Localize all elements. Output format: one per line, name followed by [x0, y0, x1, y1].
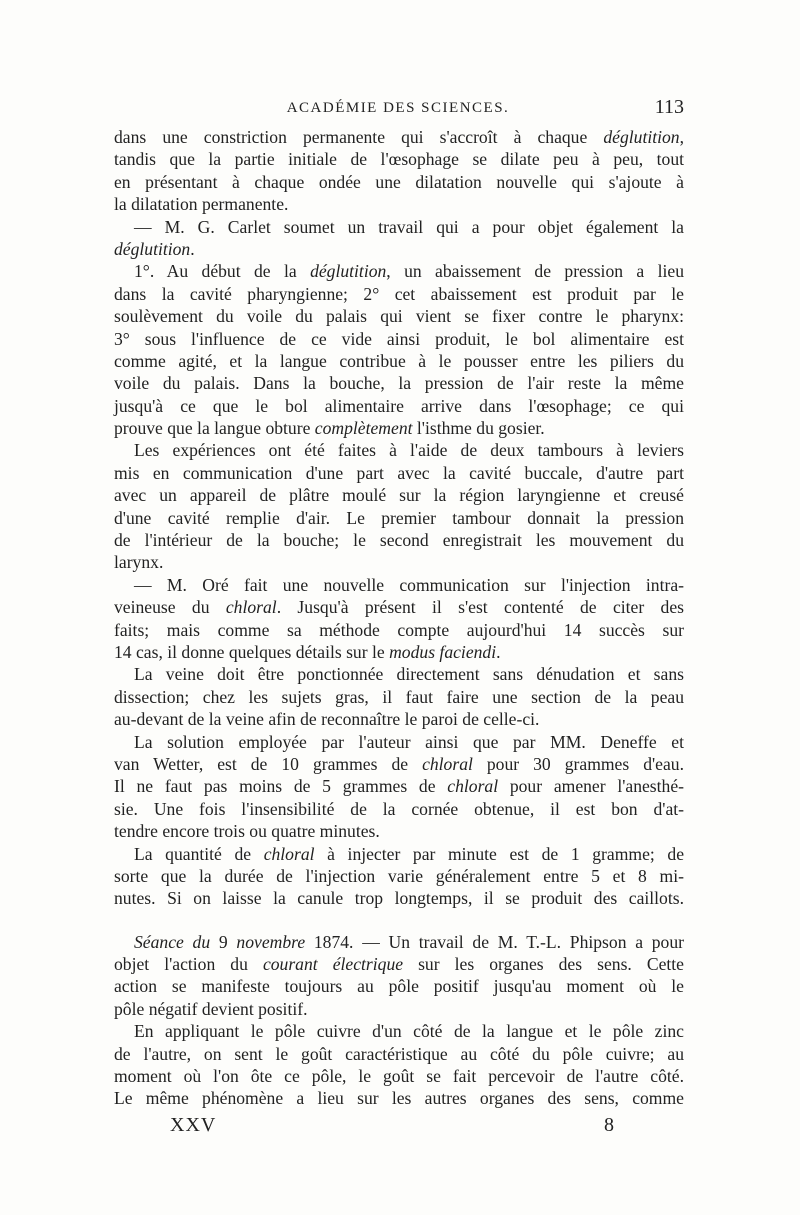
text-line: — M. G. Carlet soumet un travail qui a pour objet également la [134, 216, 684, 237]
text-line: 14 cas, il donne quelques détails sur le modus faciendi. [114, 641, 501, 662]
text-line: en présentant à chaque ondée une dilatation nouvelle qui s'ajoute à [114, 171, 684, 192]
signature-mark: XXV [170, 1114, 217, 1136]
text-line: déglutition. [114, 238, 195, 259]
text-line: La quantité de chloral à injecter par minute est de 1 gramme; de [134, 843, 685, 864]
text-line: la dilatation permanente. [114, 194, 289, 215]
text-line: larynx. [114, 552, 164, 573]
text-line: jusqu'à ce que le bol alimentaire arrive dans l'œsophage; ce qui [114, 395, 684, 416]
page-header [112, 96, 684, 124]
text-line: dissection; chez les sujets gras, il faut faire une section de la peau [114, 686, 684, 707]
text-line: 1°. Au début de la déglutition, un abaissement de pression a lieu [134, 261, 684, 282]
text-line: nutes. Si on laisse la canule trop longtemps, il se produit des caillots. [114, 888, 684, 909]
folio-number: 8 [604, 1114, 614, 1136]
text-line: au-devant de la veine afin de reconnaître le paroi de celle-ci. [114, 709, 540, 730]
page-number: 113 [654, 96, 684, 118]
text-line: d'une cavité remplie d'air. Le premier tambour donnait la pression [114, 507, 684, 528]
text-line: sie. Une fois l'insensibilité de la cornée obtenue, il est bon d'at- [114, 798, 684, 819]
text-line: Les expériences ont été faites à l'aide de deux tambours à leviers [134, 440, 684, 461]
text-line: comme agité, et la langue contribue à le pousser entre les piliers du [114, 350, 684, 371]
text-line: de l'autre, on sent le goût caractéristique au côté du pôle cuivre; au [114, 1043, 684, 1064]
text-line: de l'intérieur de la bouche; le second enregistrait les mouvement du [114, 530, 684, 551]
paragraph-gap [114, 910, 684, 931]
text-line: moment où l'on ôte ce pôle, le goût se fait percevoir de l'autre côté. [114, 1066, 684, 1087]
text-line: prouve que la langue obture complètement l'isthme du gosier. [114, 418, 545, 439]
text-line: tandis que la partie initiale de l'œsophage se dilate peu à peu, tout [114, 149, 684, 170]
text-line: voile du palais. Dans la bouche, la pression de l'air reste la même [114, 373, 684, 394]
text-line: 3° sous l'influence de ce vide ainsi produit, le bol alimentaire est [114, 328, 684, 349]
text-line: pôle négatif devient positif. [114, 998, 308, 1019]
text-line: La veine doit être ponctionnée directement sans dénudation et sans [134, 664, 684, 685]
text-line: mis en communication d'une part avec la cavité buccale, d'autre part [114, 462, 684, 483]
text-line: sorte que la durée de l'injection varie généralement entre 5 et 8 mi- [114, 865, 684, 886]
page-footer [170, 1114, 614, 1144]
text-line: Il ne faut pas moins de 5 grammes de chloral pour amener l'anesthé- [114, 776, 684, 797]
running-head: ACADÉMIE DES SCIENCES. [286, 100, 510, 116]
text-line: van Wetter, est de 10 grammes de chloral pour 30 grammes d'eau. [114, 753, 684, 774]
text-line: tendre encore trois ou quatre minutes. [114, 821, 380, 842]
text-line: objet l'action du courant électrique sur les organes des sens. Cette [114, 954, 684, 975]
text-line: La solution employée par l'auteur ainsi que par MM. Deneffe et [134, 731, 684, 752]
text-line: — M. Oré fait une nouvelle communication sur l'injection intra- [134, 574, 684, 595]
text-line: faits; mais comme sa méthode compte aujourd'hui 14 succès sur [114, 619, 684, 640]
text-line: soulèvement du voile du palais qui vient se fixer contre le pharynx: [114, 306, 684, 327]
text-line: avec un appareil de plâtre moulé sur la région laryngienne et creusé [114, 485, 684, 506]
text-line: dans une constriction permanente qui s'accroît à chaque déglutition, [114, 127, 684, 147]
text-line: veineuse du chloral. Jusqu'à présent il s'est contenté de citer des [114, 597, 684, 618]
text-line: Le même phénomène a lieu sur les autres organes des sens, comme [114, 1088, 684, 1109]
text-line: dans la cavité pharyngienne; 2° cet abaissement est produit par le [114, 283, 684, 304]
text-line: Séance du 9 novembre 1874. — Un travail de M. T.-L. Phipson a pour [134, 931, 685, 952]
text-line: action se manifeste toujours au pôle positif jusqu'au moment où le [114, 976, 684, 997]
text-line: En appliquant le pôle cuivre d'un côté de la langue et le pôle zinc [134, 1021, 684, 1042]
body-text [114, 126, 684, 1110]
